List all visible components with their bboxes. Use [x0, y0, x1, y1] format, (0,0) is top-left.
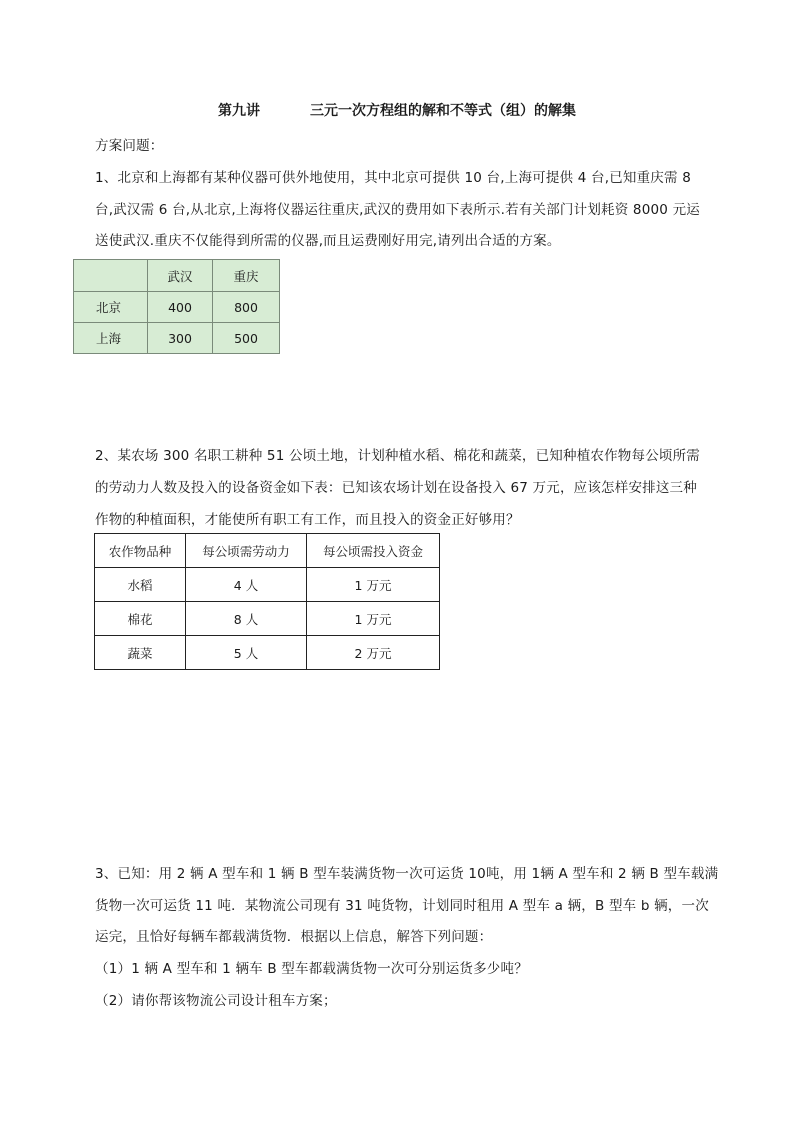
crop-requirements-table	[94, 533, 440, 670]
problem2-line-3: 作物的种植面积，才能使所有职工有工作，而且投入的资金正好够用？	[95, 512, 520, 528]
table-cell: 5 人	[186, 636, 307, 670]
table-cell: 上海	[74, 323, 148, 354]
table-header-cell: 每公顷需投入资金	[307, 534, 440, 568]
problem2-line-2: 的劳动力人数及投入的设备资金如下表：已知该农场计划在设备投入 67 万元，应该怎样安排这三种	[95, 480, 697, 496]
problem2-line-1: 2、某农场 300 名职工耕种 51 公顷土地，计划种植水稻、棉花和蔬菜，已知种植农作物每公顷所需	[95, 448, 700, 464]
table-header-cell: 每公顷需劳动力	[186, 534, 307, 568]
table-header-cell: 农作物品种	[95, 534, 186, 568]
problem3-line-1: 3、已知：用 2 辆 A 型车和 1 辆 B 型车装满货物一次可运货 10吨，用 1辆 A 型车和 2 辆 B 型车载满	[95, 866, 719, 882]
page-title	[0, 100, 794, 120]
table-header-cell: 重庆	[213, 260, 280, 292]
problem3-subquestion-2: （2）请你帮该物流公司设计租车方案；	[95, 993, 337, 1009]
table-cell	[74, 260, 148, 292]
table-cell: 2 万元	[307, 636, 440, 670]
table-cell: 蔬菜	[95, 636, 186, 670]
problem1-line-1: 1、北京和上海都有某种仪器可供外地使用，其中北京可提供 10 台,上海可提供 4 台,已知重庆需 8	[95, 170, 691, 186]
table-header-row	[74, 260, 280, 292]
table-cell: 8 人	[186, 602, 307, 636]
table-cell: 1 万元	[307, 602, 440, 636]
problem3-subquestion-1: （1）1 辆 A 型车和 1 辆车 B 型车都载满货物一次可分别运货多少吨？	[95, 961, 528, 977]
table-cell: 400	[148, 292, 213, 323]
problem3-line-3: 运完，且恰好每辆车都载满货物．根据以上信息，解答下列问题：	[95, 929, 493, 945]
problem3-line-2: 货物一次可运货 11 吨．某物流公司现有 31 吨货物，计划同时租用 A 型车 a 辆，B 型车 b 辆，一次	[95, 898, 709, 914]
problem1-line-3: 送使武汉.重庆不仅能得到所需的仪器,而且运费刚好用完,请列出合适的方案。	[95, 233, 561, 249]
table-cell: 棉花	[95, 602, 186, 636]
section-label: 方案问题：	[95, 138, 164, 154]
table-cell: 水稻	[95, 568, 186, 602]
table-row	[74, 292, 280, 323]
table-row	[95, 568, 440, 602]
table-cell: 300	[148, 323, 213, 354]
table-header-row	[95, 534, 440, 568]
table-header-cell: 武汉	[148, 260, 213, 292]
table-row	[74, 323, 280, 354]
shipping-cost-table	[73, 259, 280, 354]
table-cell: 800	[213, 292, 280, 323]
table-cell: 北京	[74, 292, 148, 323]
lecture-number: 第九讲	[218, 103, 260, 119]
table-row	[95, 636, 440, 670]
table-cell: 1 万元	[307, 568, 440, 602]
table-cell: 4 人	[186, 568, 307, 602]
table-cell: 500	[213, 323, 280, 354]
problem1-line-2: 台,武汉需 6 台,从北京,上海将仪器运往重庆,武汉的费用如下表所示.若有关部门计划耗资 8000 元运	[95, 202, 700, 218]
lecture-topic: 三元一次方程组的解和不等式（组）的解集	[310, 103, 576, 119]
table-row	[95, 602, 440, 636]
